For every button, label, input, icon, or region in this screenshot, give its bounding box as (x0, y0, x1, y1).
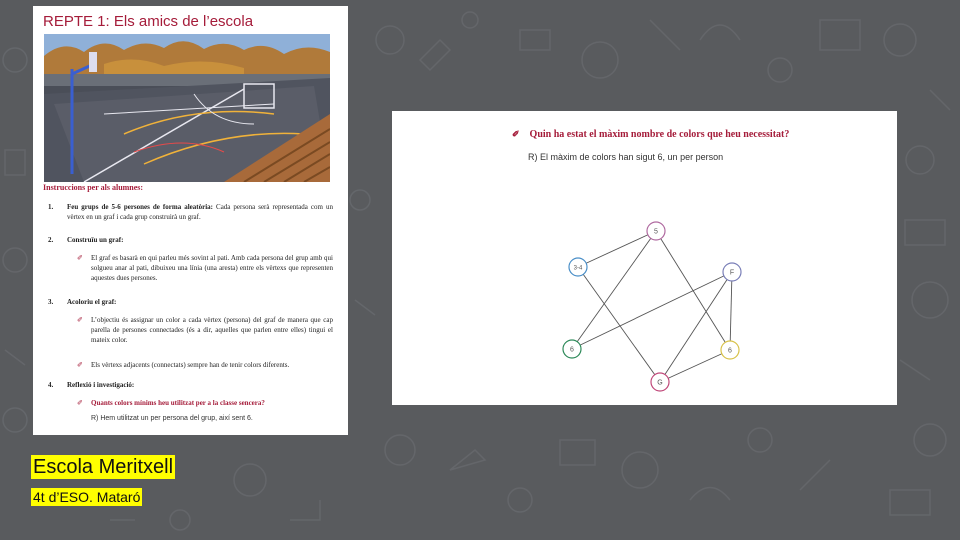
graph-diagram (392, 111, 897, 405)
grade-label: 4t d’ESO. Mataró (33, 489, 141, 505)
basketball-court-photo (44, 34, 330, 182)
step-number: 3. (48, 298, 54, 306)
bullet-icon: ✐ (77, 254, 83, 262)
graph-node-label: 6 (570, 346, 574, 354)
step-title: Feu grups de 5-6 persones de forma aleatòria: (67, 203, 213, 211)
bullet-text: L’objectiu és assignar un color a cada vèrtex (persona) del graf de manera que cap parella de persones connectades (és a dir, aquelles que parlen entre elles) tingui el mateix color. (91, 316, 333, 344)
graph-node-label: 3-4 (573, 265, 583, 272)
graph-edge (578, 228, 658, 267)
graph-node-label: 5 (654, 228, 658, 236)
answer-text: R) Hem utilitzat un per persona del grup, així sent 6. (91, 415, 253, 422)
bullet-icon: ✐ (512, 129, 520, 139)
bullet-text: Els vèrtexs adjacents (connectats) sempre han de tenir colors diferents. (91, 361, 290, 369)
school-name: Escola Meritxell (33, 456, 174, 478)
worksheet-page (33, 6, 348, 435)
graph-question-text: Quin ha estat el màxim nombre de colors que heu necessitat? (529, 129, 790, 140)
graph-nodes (563, 222, 741, 391)
step-title: Construïu un graf: (67, 236, 124, 244)
bullet-icon: ✐ (77, 399, 83, 407)
graph-node-label: G (657, 379, 663, 387)
graph-edge (572, 228, 658, 349)
step-title: Acoloriu el graf: (67, 298, 117, 306)
step-number: 2. (48, 236, 54, 244)
graph-panel (392, 111, 897, 405)
step-title: Reflexió i investigació: (67, 381, 135, 389)
bullet-icon: ✐ (77, 316, 83, 324)
graph-answer: R) El màxim de colors han sigut 6, un per person (528, 152, 724, 162)
graph-edge (729, 269, 735, 350)
step-number: 1. (48, 203, 54, 211)
instructions-heading: Instruccions per als alumnes: (43, 183, 144, 192)
page-title: REPTE 1: Els amics de l’escola (43, 13, 254, 30)
step-description: Cada persona serà representada com un vèrtex en un graf i cada grup construirà un graf. (67, 203, 333, 221)
step-number: 4. (48, 381, 54, 389)
step-text (67, 202, 333, 222)
question-text: Quants colors mínims heu utilitzat per a la classe sencera? (91, 399, 265, 407)
graph-edge (572, 269, 735, 349)
graph-node-label: 6 (728, 347, 732, 355)
bullet-icon: ✐ (77, 361, 83, 369)
graph-node-label: F (729, 269, 735, 277)
graph-edge (578, 267, 660, 382)
bullet-text: El graf es basarà en qui parleu més sovint al pati. Amb cada persona del grup amb qui solgueu anar al pati, dibuixeu una línia (una aresta) entre els vèrtexs que representen aquestes dues persones. (91, 254, 333, 282)
